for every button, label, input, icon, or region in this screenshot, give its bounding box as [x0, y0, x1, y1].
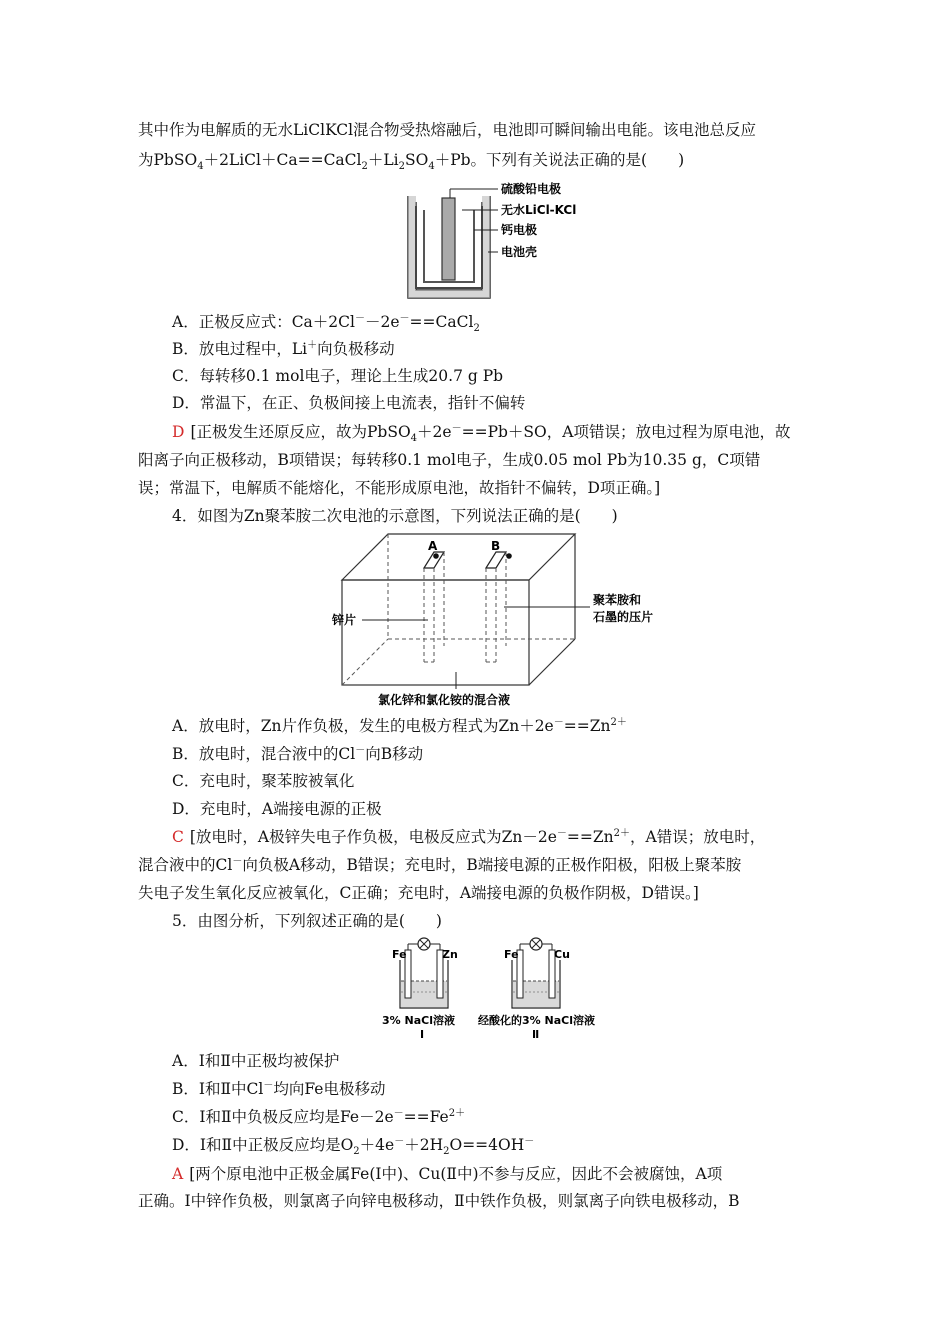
- fig-label-cu: Cu: [554, 948, 570, 961]
- q3-explanation-line3: 误；常温下，电解质不能熔化，不能形成原电池，故指针不偏转，D项正确。]: [138, 479, 661, 497]
- q3-option-c: C．每转移0.1 mol电子，理论上生成20.7 g Pb: [172, 367, 504, 385]
- fig-label-pbso4-electrode: 硫酸铅电极: [501, 182, 562, 196]
- q5-answer: A: [172, 1165, 184, 1183]
- fig-label-zn: Zn: [442, 948, 458, 961]
- q3-option-a: A．正极反应式：Ca＋2Cl－－2e－==CaCl$_2$: [172, 312, 480, 335]
- q3-explanation-line1: D [正极发生还原反应，故为PbSO$_4$＋2e－==Pb＋SO，A项错误；放电过程为原电池，故: [172, 422, 791, 445]
- q3-stem-line2: 为$PbSO_4+2LiCl+Ca==CaCl_2+Li_2SO_4+Pb$。下列有关说法正确的是( ): [138, 151, 685, 173]
- fig-label-solution-2: 经酸化的3% NaCl溶液: [478, 1014, 595, 1027]
- cell-i: [382, 938, 458, 1041]
- q5-option-b: B．Ⅰ和Ⅱ中Cl－均向Fe电极移动: [172, 1079, 386, 1098]
- fig-label-polyaniline-2: 石墨的压片: [593, 610, 654, 624]
- fig-label-polyaniline-1: 聚苯胺和: [593, 593, 642, 607]
- q5-stem: 5．由图分析，下列叙述正确的是( ): [172, 912, 442, 930]
- fig-label-solution-1: 3% NaCl溶液: [382, 1014, 455, 1027]
- fig-label-fe-2: Fe: [504, 948, 519, 961]
- q4-explanation-line2: 混合液中的Cl－向负极A移动，B错误；充电时，B端接电源的正极作阳极，阳极上聚苯胺: [138, 855, 742, 874]
- q3-option-b: B．放电过程中，Li＋向负极移动: [172, 339, 395, 358]
- fig-label-a: A: [428, 539, 438, 553]
- battery-figure: [400, 180, 600, 306]
- fig-label-zinc-sheet: 锌片: [332, 613, 357, 627]
- q4-stem: 4．如图为Zn聚苯胺二次电池的示意图，下列说法正确的是( ): [172, 507, 618, 525]
- q3-explanation-line2: 阳离子向正极移动，B项错误；每转移0.1 mol电子，生成0.05 mol Pb为10.35 g，C项错: [138, 451, 761, 469]
- q4-explanation-line3: 失电子发生氧化反应被氧化，C正确；充电时，A端接电源的负极作阴极，D错误。]: [138, 884, 699, 902]
- cell-ii: [478, 938, 595, 1041]
- zn-battery-figure: [320, 532, 665, 716]
- q4-option-c: C．充电时，聚苯胺被氧化: [172, 772, 355, 790]
- q5-explanation-line2: 正确。Ⅰ中锌作负极，则氯离子向锌电极移动，Ⅱ中铁作负极，则氯离子向铁电极移动，B: [138, 1192, 740, 1210]
- q5-option-d: D．Ⅰ和Ⅱ中正极反应均是$O_2+4e^-+2H_2O==4OH^-$: [172, 1135, 535, 1158]
- fig-label-roman-2: Ⅱ: [532, 1028, 540, 1041]
- fig-label-roman-1: Ⅰ: [420, 1028, 425, 1041]
- fig-label-mixed-solution: 氯化锌和氯化铵的混合液: [378, 693, 511, 707]
- fig-label-electrolyte: 无水LiCl-KCl: [501, 203, 577, 217]
- q4-option-a: A．放电时，Zn片作负极，发生的电极方程式为$Zn+2e^-==Zn^{2+}$: [172, 716, 627, 735]
- q5-explanation-line1: A [两个原电池中正极金属Fe(Ⅰ中)、Cu(Ⅱ中)不参与反应，因此不会被腐蚀，A项: [172, 1165, 723, 1183]
- q3-option-d: D．常温下，在正、负极间接上电流表，指针不偏转: [172, 394, 526, 412]
- fig-label-calcium-electrode: 钙电极: [501, 223, 538, 237]
- corrosion-cells-figure: [370, 936, 615, 1048]
- fig-label-fe-1: Fe: [392, 948, 407, 961]
- q4-option-b: B．放电时，混合液中的Cl－向B移动: [172, 744, 424, 763]
- q5-option-c: C．Ⅰ和Ⅱ中负极反应均是$Fe-2e^-==Fe^{2+}$: [172, 1107, 466, 1126]
- q3-stem-line1: 其中作为电解质的无水LiClKCl混合物受热熔融后，电池即可瞬间输出电能。该电池总反应: [138, 121, 757, 139]
- fig-label-b: B: [491, 539, 501, 553]
- q4-answer: C: [172, 828, 184, 846]
- fig-label-battery-shell: 电池壳: [501, 245, 538, 259]
- q4-explanation-line1: C [放电时，A极锌失电子作负极，电极反应式为$Zn-2e^-==Zn^{2+}$，A错误；放电时，: [172, 827, 766, 846]
- q3-answer: D: [172, 423, 185, 441]
- q4-option-d: D．充电时，A端接电源的正极: [172, 800, 382, 818]
- q5-option-a: A．Ⅰ和Ⅱ中正极均被保护: [172, 1052, 340, 1070]
